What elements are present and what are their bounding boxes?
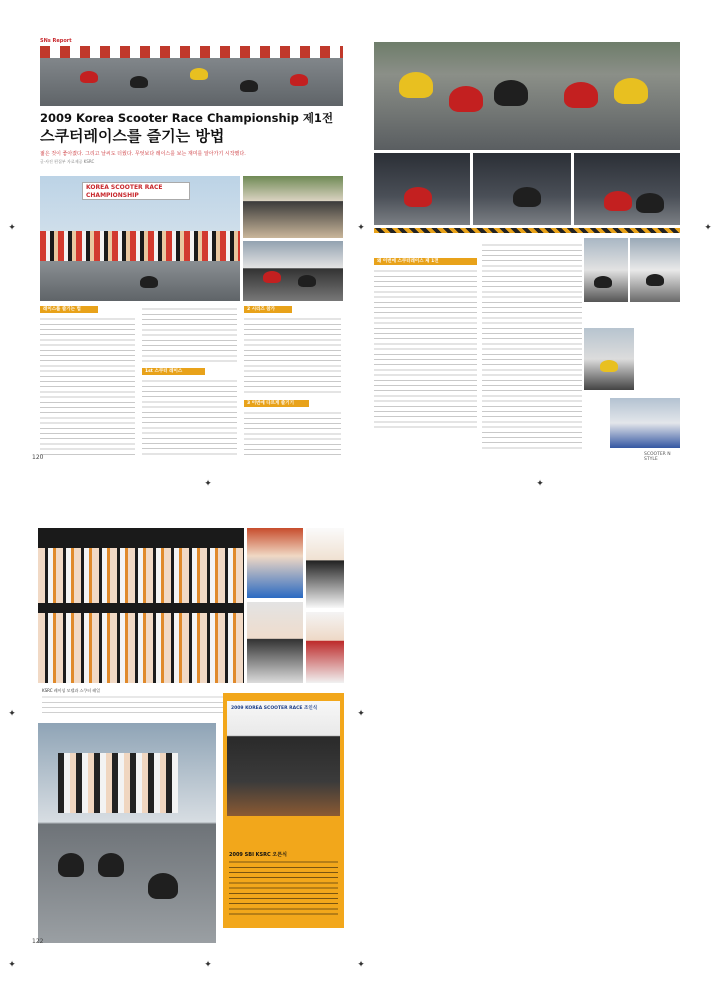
race-photo-4 [574,153,680,225]
model-portrait-2 [247,602,303,683]
page-number-120: 120 [32,454,44,461]
model-portrait-1 [306,528,344,608]
right-text-column-2 [482,242,582,450]
ceremony-text [229,859,338,919]
top-race-photo [40,46,343,106]
right-text-column-1 [374,268,477,430]
article-byline: 글·사진 편집부 자료제공 KSRC [40,159,95,164]
ceremony-photo [227,701,340,816]
models-photo-side [247,528,303,598]
pit-lane-photo [38,723,216,943]
registration-mark: ✦ [536,479,544,489]
crowd-photo [243,176,343,238]
text-column-2 [142,306,237,364]
registration-mark: ✦ [357,709,365,719]
text-column-3b [244,410,341,456]
side-photo-2 [630,238,680,302]
race-photo-2 [374,153,470,225]
article-title-en: 2009 Korea Scooter Race Championship 제1전 [40,111,334,125]
ceremony-heading: 2009 SBI KSRC 오픈식 [229,852,287,858]
registration-mark: ✦ [8,960,16,970]
orange-divider [374,228,680,233]
racing-photo-large [374,42,680,150]
text-column-1 [40,316,135,456]
page-122 [38,528,344,948]
registration-mark: ✦ [8,223,16,233]
text-column-3 [244,316,341,396]
model-portrait-3 [306,612,344,683]
bottom-caption-text [42,694,242,714]
registration-mark: ✦ [704,223,712,233]
race-photo-3 [473,153,571,225]
article-lead: 젊은 것이 좋아졌다. 그리고 날씨도 더웠다. 무엇보다 레이스를 보는 재미를 알아가기 시작했다. [40,151,246,157]
right-page-heading: 왜 이번에 스쿠터레이스 제 1전 [374,258,477,265]
side-photo-1 [584,238,628,302]
section-heading-3: 2 시리즈 참가 [244,306,292,313]
text-column-2b [142,378,237,456]
event-banner: KOREA SCOOTER RACE CHAMPIONSHIP [82,182,190,200]
section-heading-1: 레이스를 즐기는 법 [40,306,98,313]
registration-mark: ✦ [204,479,212,489]
main-event-photo [40,176,240,301]
ceremony-box [223,693,344,928]
models-photo-large [38,528,244,683]
page-120 [37,38,343,458]
side-photo-4 [610,398,680,448]
section-tag: SNs Report [40,38,72,44]
registration-mark: ✦ [357,223,365,233]
scooter-grid-photo [243,241,343,301]
registration-mark: ✦ [357,960,365,970]
registration-mark: ✦ [204,960,212,970]
section-heading-4: 3 이번에 다르게 즐기기 [244,400,309,407]
article-title-ko: 스쿠터레이스를 즐기는 방법 [40,127,225,145]
section-heading-2: 1st 스쿠터 레이스 [142,368,205,375]
side-photo-3 [584,328,634,390]
page-footer: SCOOTER N STYLE [644,452,671,462]
ceremony-banner: 2009 KOREA SCOOTER RACE 조인식 [231,706,318,711]
page-number-122: 122 [32,938,44,945]
bottom-caption: KSRC 레이싱 모델과 스쿠터 레일 [42,688,101,693]
registration-mark: ✦ [8,709,16,719]
page-121 [374,42,680,462]
